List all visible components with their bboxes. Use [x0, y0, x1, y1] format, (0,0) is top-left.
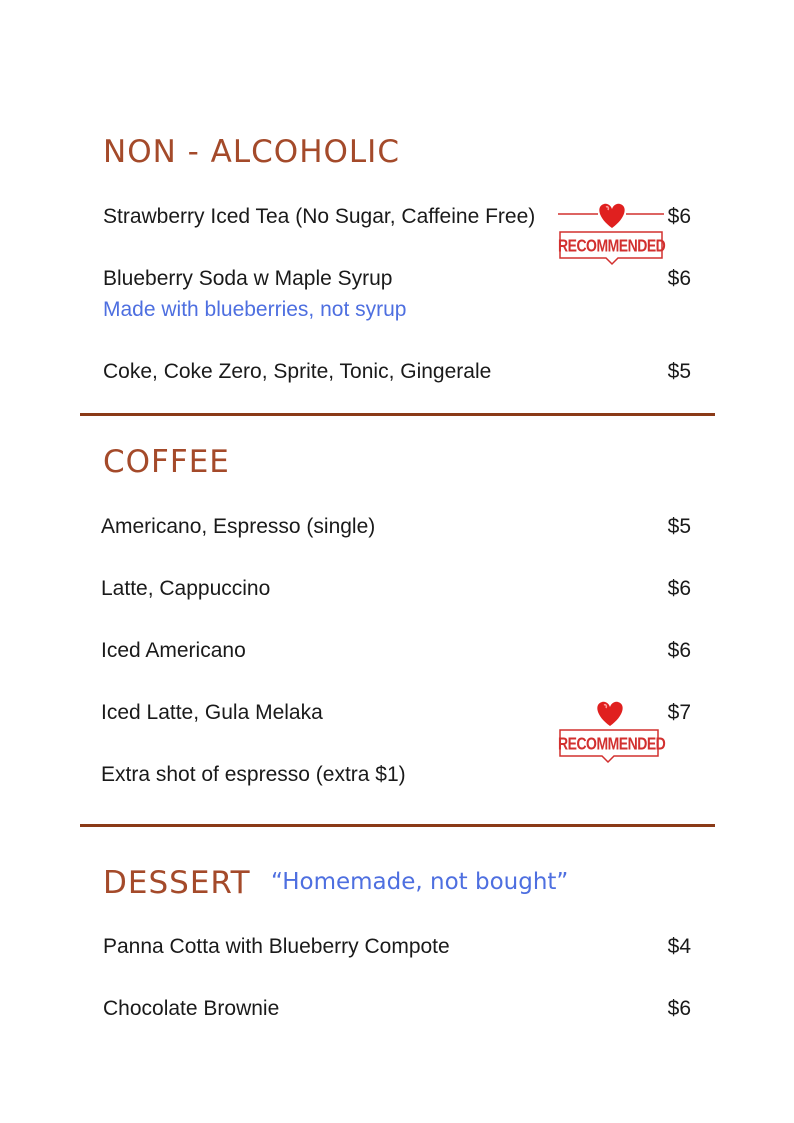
heart-icon	[597, 702, 622, 726]
menu-item-price: $6	[667, 997, 691, 1020]
badge-label: RECOMMENDED	[558, 235, 666, 255]
menu-item-price: $6	[667, 639, 691, 662]
menu-item-price: $5	[667, 515, 691, 538]
section-divider	[80, 824, 715, 827]
menu-item-name: Coke, Coke Zero, Sprite, Tonic, Gingerale	[103, 360, 492, 383]
section-tagline: “Homemade, not bought”	[271, 869, 569, 895]
menu-item-name: Extra shot of espresso (extra $1)	[101, 763, 406, 786]
menu-item-name: Iced Latte, Gula Melaka	[101, 701, 323, 724]
heart-icon	[599, 204, 624, 228]
menu-item-name: Blueberry Soda w Maple Syrup	[103, 267, 393, 290]
section-divider	[80, 413, 715, 416]
section-heading-non-alcoholic: NON - ALCOHOLIC	[103, 134, 400, 170]
menu-item-name: Chocolate Brownie	[103, 997, 280, 1020]
menu-item-price: $4	[667, 935, 691, 958]
menu-item-price: $6	[667, 205, 691, 228]
section-heading-coffee: COFFEE	[103, 444, 230, 480]
recommended-badge	[558, 202, 668, 268]
menu-item-price: $5	[667, 360, 691, 383]
menu-item-name: Latte, Cappuccino	[101, 577, 271, 600]
menu-item-name: Strawberry Iced Tea (No Sugar, Caffeine Free)	[103, 205, 536, 228]
menu-item-name: Panna Cotta with Blueberry Compote	[103, 935, 450, 958]
recommended-badge	[558, 700, 668, 766]
menu-item-price: $6	[667, 267, 691, 290]
menu-item-price: $6	[667, 577, 691, 600]
menu-item-name: Iced Americano	[101, 639, 246, 662]
menu-item-price: $7	[667, 701, 691, 724]
menu-item-name: Americano, Espresso (single)	[101, 515, 376, 538]
section-heading-dessert: DESSERT	[103, 865, 251, 901]
badge-label: RECOMMENDED	[558, 733, 666, 753]
menu-item-note: Made with blueberries, not syrup	[103, 298, 407, 321]
